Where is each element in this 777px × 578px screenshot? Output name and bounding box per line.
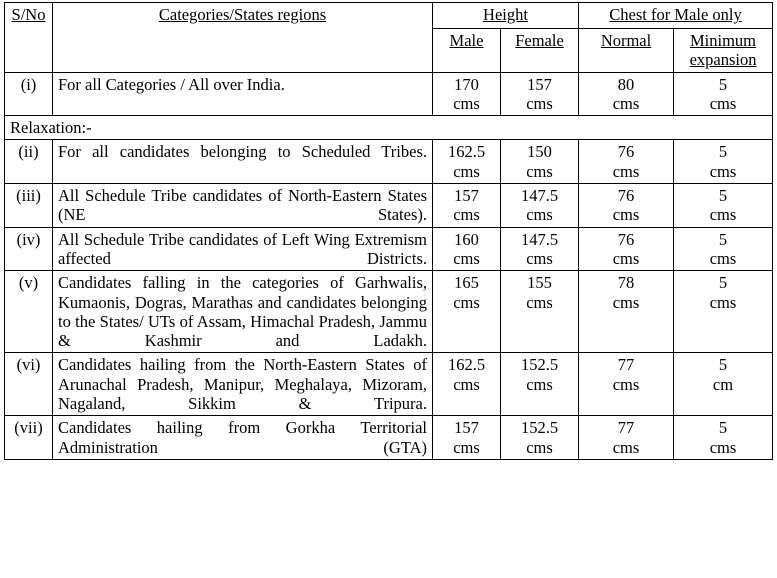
row-male-height: 162.5 cms — [433, 140, 501, 184]
row-chest-min-expansion: 5 cms — [674, 184, 773, 228]
table-row — [5, 184, 773, 228]
header-female: Female — [501, 29, 579, 73]
row-chest-min-expansion: 5 cms — [674, 271, 773, 353]
row-chest-normal: 76 cms — [579, 227, 674, 271]
row-category: For all Categories / All over India. — [53, 72, 433, 116]
row-category: For all candidates belonging to Scheduled Tribes. — [53, 140, 433, 184]
row-female-height: 152.5 cms — [501, 416, 579, 460]
row-chest-normal: 78 cms — [579, 271, 674, 353]
row-chest-normal: 77 cms — [579, 416, 674, 460]
row-chest-min-expansion: 5 cms — [674, 72, 773, 116]
row-male-height: 157 cms — [433, 416, 501, 460]
row-female-height: 147.5 cms — [501, 184, 579, 228]
header-sno: S/No — [5, 3, 53, 73]
row-chest-min-expansion: 5 cms — [674, 140, 773, 184]
table-header-row-top — [5, 3, 773, 29]
row-female-height: 147.5 cms — [501, 227, 579, 271]
row-male-height: 160 cms — [433, 227, 501, 271]
row-sno: (v) — [5, 271, 53, 353]
table-row — [5, 416, 773, 460]
row-category: Candidates hailing from Gorkha Territorial Administration (GTA) — [53, 416, 433, 460]
row-category: All Schedule Tribe candidates of North-Eastern States (NE States). — [53, 184, 433, 228]
row-sno: (iii) — [5, 184, 53, 228]
row-chest-min-expansion: 5 cms — [674, 416, 773, 460]
row-category: All Schedule Tribe candidates of Left Wing Extremism affected Districts. — [53, 227, 433, 271]
row-chest-normal: 80 cms — [579, 72, 674, 116]
section-label: Relaxation:- — [5, 116, 773, 140]
row-sno: (vi) — [5, 353, 53, 416]
row-category: Candidates hailing from the North-Eastern States of Arunachal Pradesh, Manipur, Meghalaya, Mizoram, Nagaland, Sikkim & Tripura. — [53, 353, 433, 416]
row-female-height: 152.5 cms — [501, 353, 579, 416]
row-chest-min-expansion: 5 cm — [674, 353, 773, 416]
row-chest-min-expansion: 5 cms — [674, 227, 773, 271]
row-female-height: 155 cms — [501, 271, 579, 353]
table-row — [5, 271, 773, 353]
row-female-height: 157 cms — [501, 72, 579, 116]
row-sno: (ii) — [5, 140, 53, 184]
row-female-height: 150 cms — [501, 140, 579, 184]
header-minimum-expansion: Minimum expansion — [674, 29, 773, 73]
row-sno: (vii) — [5, 416, 53, 460]
table-row — [5, 72, 773, 116]
row-male-height: 170 cms — [433, 72, 501, 116]
row-male-height: 157 cms — [433, 184, 501, 228]
physical-standards-table — [4, 2, 773, 460]
table-row — [5, 353, 773, 416]
header-height: Height — [433, 3, 579, 29]
header-categories: Categories/States regions — [53, 3, 433, 73]
table-row — [5, 227, 773, 271]
row-category: Candidates falling in the categories of Garhwalis, Kumaonis, Dogras, Marathas and candidates belonging to the States/ UTs of Assam, Himachal Pradesh, Jammu & Kashmir and Ladakh. — [53, 271, 433, 353]
row-chest-normal: 76 cms — [579, 140, 674, 184]
row-chest-normal: 77 cms — [579, 353, 674, 416]
row-chest-normal: 76 cms — [579, 184, 674, 228]
section-row-relaxation — [5, 116, 773, 140]
row-male-height: 162.5 cms — [433, 353, 501, 416]
header-male: Male — [433, 29, 501, 73]
row-male-height: 165 cms — [433, 271, 501, 353]
row-sno: (i) — [5, 72, 53, 116]
row-sno: (iv) — [5, 227, 53, 271]
header-normal: Normal — [579, 29, 674, 73]
table-row — [5, 140, 773, 184]
header-chest: Chest for Male only — [579, 3, 773, 29]
document-page — [0, 2, 777, 578]
